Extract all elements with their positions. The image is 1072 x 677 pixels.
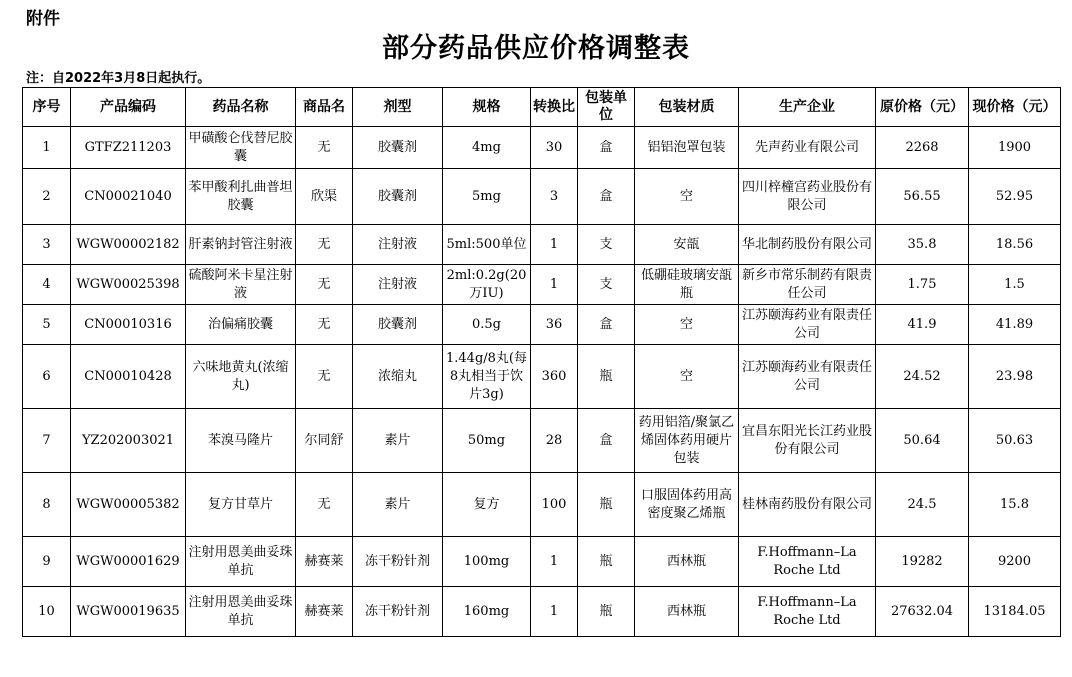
col-old-price-cell: 27632.04 — [876, 587, 969, 637]
col-brand-header: 商品名 — [296, 88, 353, 127]
col-code-cell: GTFZ211203 — [71, 127, 186, 169]
col-dosage-form-cell: 浓缩丸 — [353, 345, 443, 409]
col-ratio-cell: 360 — [531, 345, 578, 409]
col-manufacturer-cell: 新乡市常乐制药有限责任公司 — [739, 265, 876, 305]
col-dosage-form-cell: 胶囊剂 — [353, 127, 443, 169]
col-new-price-cell: 1900 — [969, 127, 1061, 169]
col-brand-cell: 无 — [296, 473, 353, 537]
col-code-cell: WGW00019635 — [71, 587, 186, 637]
attachment-label: 附件 — [26, 9, 60, 29]
col-drug-name-cell: 硫酸阿米卡星注射液 — [186, 265, 296, 305]
col-new-price-cell: 41.89 — [969, 305, 1061, 345]
col-ratio-cell: 1 — [531, 537, 578, 587]
table-row — [23, 127, 1061, 169]
col-code-cell: WGW00025398 — [71, 265, 186, 305]
col-pack-unit-cell: 盒 — [578, 127, 635, 169]
col-pack-material-cell: 西林瓶 — [635, 537, 739, 587]
col-old-price-cell: 1.75 — [876, 265, 969, 305]
col-pack-material-cell: 空 — [635, 345, 739, 409]
col-pack-material-cell: 西林瓶 — [635, 587, 739, 637]
col-dosage-form-cell: 素片 — [353, 409, 443, 473]
col-spec-cell: 2ml:0.2g(20万IU) — [443, 265, 531, 305]
col-no-cell: 9 — [23, 537, 71, 587]
col-manufacturer-cell: 江苏颐海药业有限责任公司 — [739, 345, 876, 409]
col-drug-name-cell: 苯甲酸利扎曲普坦胶囊 — [186, 169, 296, 225]
col-spec-cell: 复方 — [443, 473, 531, 537]
col-code-cell: WGW00002182 — [71, 225, 186, 265]
col-dosage-form-cell: 素片 — [353, 473, 443, 537]
col-manufacturer-cell: 宜昌东阳光长江药业股份有限公司 — [739, 409, 876, 473]
table-row — [23, 587, 1061, 637]
col-code-cell: CN00021040 — [71, 169, 186, 225]
col-dosage-form-cell: 注射液 — [353, 225, 443, 265]
col-ratio-cell: 1 — [531, 265, 578, 305]
col-brand-cell: 无 — [296, 345, 353, 409]
col-pack-unit-cell: 盒 — [578, 305, 635, 345]
col-drug-name-cell: 注射用恩美曲妥珠单抗 — [186, 537, 296, 587]
col-code-cell: CN00010316 — [71, 305, 186, 345]
col-spec-cell: 160mg — [443, 587, 531, 637]
col-old-price-cell: 56.55 — [876, 169, 969, 225]
col-old-price-cell: 50.64 — [876, 409, 969, 473]
col-manufacturer-cell: 华北制药股份有限公司 — [739, 225, 876, 265]
col-new-price-header: 现价格（元） — [969, 88, 1061, 127]
col-brand-cell: 无 — [296, 265, 353, 305]
col-spec-cell: 5mg — [443, 169, 531, 225]
table-row — [23, 265, 1061, 305]
col-brand-cell: 无 — [296, 305, 353, 345]
col-manufacturer-cell: 桂林南药股份有限公司 — [739, 473, 876, 537]
col-pack-unit-cell: 盒 — [578, 409, 635, 473]
col-no-cell: 5 — [23, 305, 71, 345]
col-ratio-cell: 28 — [531, 409, 578, 473]
table-row — [23, 225, 1061, 265]
table-row — [23, 473, 1061, 537]
col-brand-cell: 赫赛莱 — [296, 537, 353, 587]
col-new-price-cell: 50.63 — [969, 409, 1061, 473]
col-code-cell: WGW00005382 — [71, 473, 186, 537]
col-pack-unit-header: 包装单位 — [578, 88, 635, 127]
col-old-price-cell: 35.8 — [876, 225, 969, 265]
col-brand-cell: 欣渠 — [296, 169, 353, 225]
col-new-price-cell: 13184.05 — [969, 587, 1061, 637]
col-old-price-cell: 2268 — [876, 127, 969, 169]
col-spec-cell: 1.44g/8丸(每8丸相当于饮片3g) — [443, 345, 531, 409]
col-pack-unit-cell: 盒 — [578, 169, 635, 225]
col-ratio-cell: 3 — [531, 169, 578, 225]
table-row — [23, 537, 1061, 587]
col-pack-material-cell: 低硼硅玻璃安瓿瓶 — [635, 265, 739, 305]
col-no-cell: 7 — [23, 409, 71, 473]
col-manufacturer-cell: 江苏颐海药业有限责任公司 — [739, 305, 876, 345]
col-pack-material-cell: 空 — [635, 169, 739, 225]
col-brand-cell: 尔同舒 — [296, 409, 353, 473]
col-pack-material-header: 包装材质 — [635, 88, 739, 127]
col-spec-cell: 50mg — [443, 409, 531, 473]
col-new-price-cell: 18.56 — [969, 225, 1061, 265]
col-pack-material-cell: 安瓿 — [635, 225, 739, 265]
col-drug-name-cell: 肝素钠封管注射液 — [186, 225, 296, 265]
col-drug-name-cell: 复方甘草片 — [186, 473, 296, 537]
col-dosage-form-cell: 注射液 — [353, 265, 443, 305]
col-ratio-cell: 1 — [531, 225, 578, 265]
col-ratio-cell: 100 — [531, 473, 578, 537]
col-pack-unit-cell: 瓶 — [578, 473, 635, 537]
price-adjustment-table — [22, 87, 1061, 637]
col-pack-unit-cell: 瓶 — [578, 537, 635, 587]
col-pack-material-cell: 口服固体药用高密度聚乙烯瓶 — [635, 473, 739, 537]
col-no-cell: 1 — [23, 127, 71, 169]
col-dosage-form-cell: 冻干粉针剂 — [353, 537, 443, 587]
col-manufacturer-header: 生产企业 — [739, 88, 876, 127]
col-old-price-header: 原价格（元） — [876, 88, 969, 127]
col-no-cell: 3 — [23, 225, 71, 265]
col-ratio-header: 转换比 — [531, 88, 578, 127]
effective-date-note: 注：自2022年3月8日起执行。 — [26, 71, 211, 86]
col-no-cell: 4 — [23, 265, 71, 305]
col-no-header: 序号 — [23, 88, 71, 127]
col-drug-name-cell: 甲磺酸仑伐替尼胶囊 — [186, 127, 296, 169]
col-code-cell: YZ202003021 — [71, 409, 186, 473]
col-new-price-cell: 1.5 — [969, 265, 1061, 305]
table-header-row — [23, 88, 1061, 127]
col-manufacturer-cell: F.Hoffmann–La Roche Ltd — [739, 587, 876, 637]
col-spec-cell: 0.5g — [443, 305, 531, 345]
col-pack-unit-cell: 瓶 — [578, 345, 635, 409]
col-old-price-cell: 24.52 — [876, 345, 969, 409]
col-spec-cell: 5ml:500单位 — [443, 225, 531, 265]
col-code-header: 产品编码 — [71, 88, 186, 127]
col-pack-material-cell: 铝铝泡罩包装 — [635, 127, 739, 169]
col-old-price-cell: 19282 — [876, 537, 969, 587]
col-new-price-cell: 52.95 — [969, 169, 1061, 225]
col-dosage-form-header: 剂型 — [353, 88, 443, 127]
page-title: 部分药品供应价格调整表 — [382, 33, 690, 64]
col-drug-name-header: 药品名称 — [186, 88, 296, 127]
col-manufacturer-cell: F.Hoffmann–La Roche Ltd — [739, 537, 876, 587]
col-manufacturer-cell: 四川梓橦宫药业股份有限公司 — [739, 169, 876, 225]
col-pack-unit-cell: 瓶 — [578, 587, 635, 637]
col-brand-cell: 无 — [296, 127, 353, 169]
col-pack-material-cell: 空 — [635, 305, 739, 345]
table-row — [23, 345, 1061, 409]
col-new-price-cell: 23.98 — [969, 345, 1061, 409]
col-old-price-cell: 24.5 — [876, 473, 969, 537]
col-new-price-cell: 9200 — [969, 537, 1061, 587]
col-brand-cell: 无 — [296, 225, 353, 265]
col-no-cell: 6 — [23, 345, 71, 409]
col-brand-cell: 赫赛莱 — [296, 587, 353, 637]
col-ratio-cell: 36 — [531, 305, 578, 345]
col-no-cell: 10 — [23, 587, 71, 637]
col-manufacturer-cell: 先声药业有限公司 — [739, 127, 876, 169]
col-dosage-form-cell: 胶囊剂 — [353, 169, 443, 225]
col-new-price-cell: 15.8 — [969, 473, 1061, 537]
col-dosage-form-cell: 胶囊剂 — [353, 305, 443, 345]
col-pack-material-cell: 药用铝箔/聚氯乙烯固体药用硬片包装 — [635, 409, 739, 473]
table-row — [23, 409, 1061, 473]
col-no-cell: 8 — [23, 473, 71, 537]
col-pack-unit-cell: 支 — [578, 265, 635, 305]
col-old-price-cell: 41.9 — [876, 305, 969, 345]
col-spec-cell: 4mg — [443, 127, 531, 169]
col-drug-name-cell: 苯溴马隆片 — [186, 409, 296, 473]
col-drug-name-cell: 注射用恩美曲妥珠单抗 — [186, 587, 296, 637]
col-code-cell: CN00010428 — [71, 345, 186, 409]
col-code-cell: WGW00001629 — [71, 537, 186, 587]
col-no-cell: 2 — [23, 169, 71, 225]
table-row — [23, 169, 1061, 225]
col-drug-name-cell: 六味地黄丸(浓缩丸) — [186, 345, 296, 409]
table-row — [23, 305, 1061, 345]
col-ratio-cell: 30 — [531, 127, 578, 169]
col-spec-cell: 100mg — [443, 537, 531, 587]
col-pack-unit-cell: 支 — [578, 225, 635, 265]
col-dosage-form-cell: 冻干粉针剂 — [353, 587, 443, 637]
col-drug-name-cell: 治偏痛胶囊 — [186, 305, 296, 345]
col-ratio-cell: 1 — [531, 587, 578, 637]
col-spec-header: 规格 — [443, 88, 531, 127]
